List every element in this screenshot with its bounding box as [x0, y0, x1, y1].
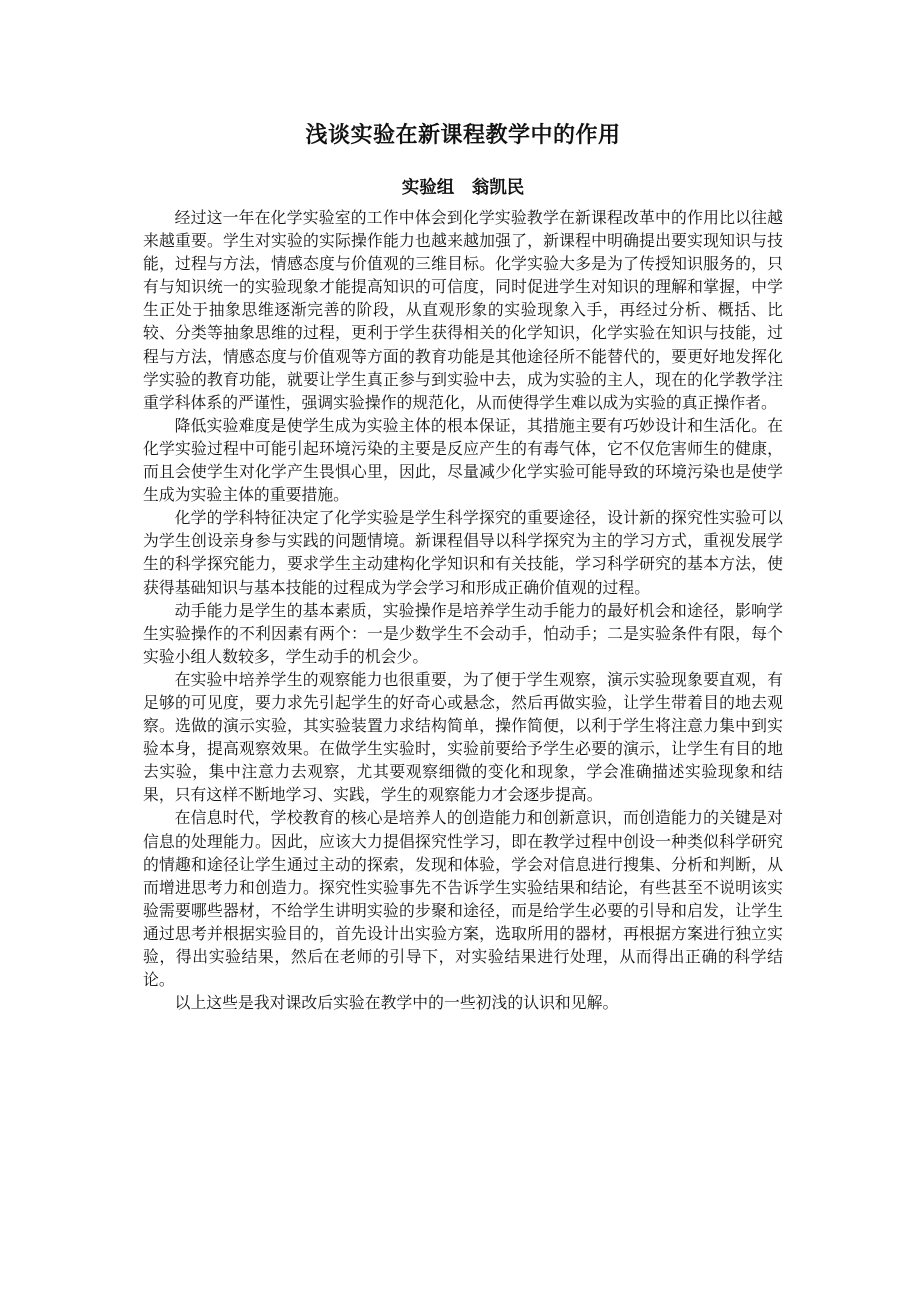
paragraph-6: 在信息时代，学校教育的核心是培养人的创造能力和创新意识，而创造能力的关键是对信息的处理能力。因此，应该大力提倡探究性学习，即在教学过程中创设一种类似科学研究的情趣和途径让学生通过主动的探索，发现和体验，学会对信息进行搜集、分析和判断，从而增进思考力和创造力。探究性实验事先不告诉学生实验结果和结论，有些甚至不说明该实验需要哪些器材，不给学生讲明实验的步聚和途径，而是给学生必要的引导和启发，让学生通过思考并根据实验目的，首先设计出实验方案，选取所用的器材，再根据方案进行独立实验，得出实验结果，然后在老师的引导下，对实验结果进行处理，从而得出正确的科学结论。	[143, 808, 783, 990]
paragraph-1: 经过这一年在化学实验室的工作中体会到化学实验教学在新课程改革中的作用比以往越来越重要。学生对实验的实际操作能力也越来越加强了，新课程中明确提出要实现知识与技能，过程与方法，情感态度与价值观的三维目标。化学实验大多是为了传授知识服务的，只有与知识统一的实验现象才能提高知识的可信度，同时促进学生对知识的理解和掌握，中学生正处于抽象思维逐渐完善的阶段，从直观形象的实验现象入手，再经过分析、概括、比较、分类等抽象思维的过程，更利于学生获得相关的化学知识，化学实验在知识与技能，过程与方法，情感态度与价值观等方面的教育功能是其他途径所不能替代的，要更好地发挥化学实验的教育功能，就要让学生真正参与到实验中去，成为实验的主人，现在的化学教学注重学科体系的严谨性，强调实验操作的规范化，从而使得学生难以成为实验的真正操作者。	[143, 208, 783, 412]
document-page	[143, 114, 783, 1014]
paragraph-5: 在实验中培养学生的观察能力也很重要，为了便于学生观察，演示实验现象要直观，有足够的可见度，要力求先引起学生的好奇心或悬念，然后再做实验，让学生带着目的地去观察。选做的演示实验，其实验装置力求结构简单，操作简便，以利于学生将注意力集中到实验本身，提高观察效果。在做学生实验时，实验前要给予学生必要的演示，让学生有目的地去实验，集中注意力去观察，尤其要观察细微的变化和现象，学会准确描述实验现象和结果，只有这样不断地学习、实践，学生的观察能力才会逐步提高。	[143, 669, 783, 805]
paragraph-3: 化学的学科特征决定了化学实验是学生科学探究的重要途径，设计新的探究性实验可以为学生创设亲身参与实践的问题情境。新课程倡导以科学探究为主的学习方式，重视发展学生的科学探究能力，要求学生主动建构化学知识和有关技能，学习科学研究的基本方法，使获得基础知识与基本技能的过程成为学会学习和形成正确价值观的过程。	[143, 508, 783, 597]
author-byline: 实验组 翁凯民	[401, 178, 525, 198]
page-title: 浅谈实验在新课程教学中的作用	[305, 123, 621, 148]
paragraph-2: 降低实验难度是使学生成为实验主体的根本保证，其措施主要有巧妙设计和生活化。在化学实验过程中可能引起环境污染的主要是反应产生的有毒气体，它不仅危害师生的健康，而且会使学生对化学产生畏惧心里，因此，尽量减少化学实验可能导致的环境污染也是使学生成为实验主体的重要措施。	[143, 415, 783, 505]
paragraph-4: 动手能力是学生的基本素质，实验操作是培养学生动手能力的最好机会和途径，影响学生实验操作的不利因素有两个：一是少数学生不会动手，怕动手；二是实验条件有限，每个实验小组人数较多，学生动手的机会少。	[143, 600, 783, 666]
paragraph-7: 以上这些是我对课改后实验在教学中的一些初浅的认识和见解。	[174, 993, 619, 1013]
article-body	[143, 206, 783, 1014]
